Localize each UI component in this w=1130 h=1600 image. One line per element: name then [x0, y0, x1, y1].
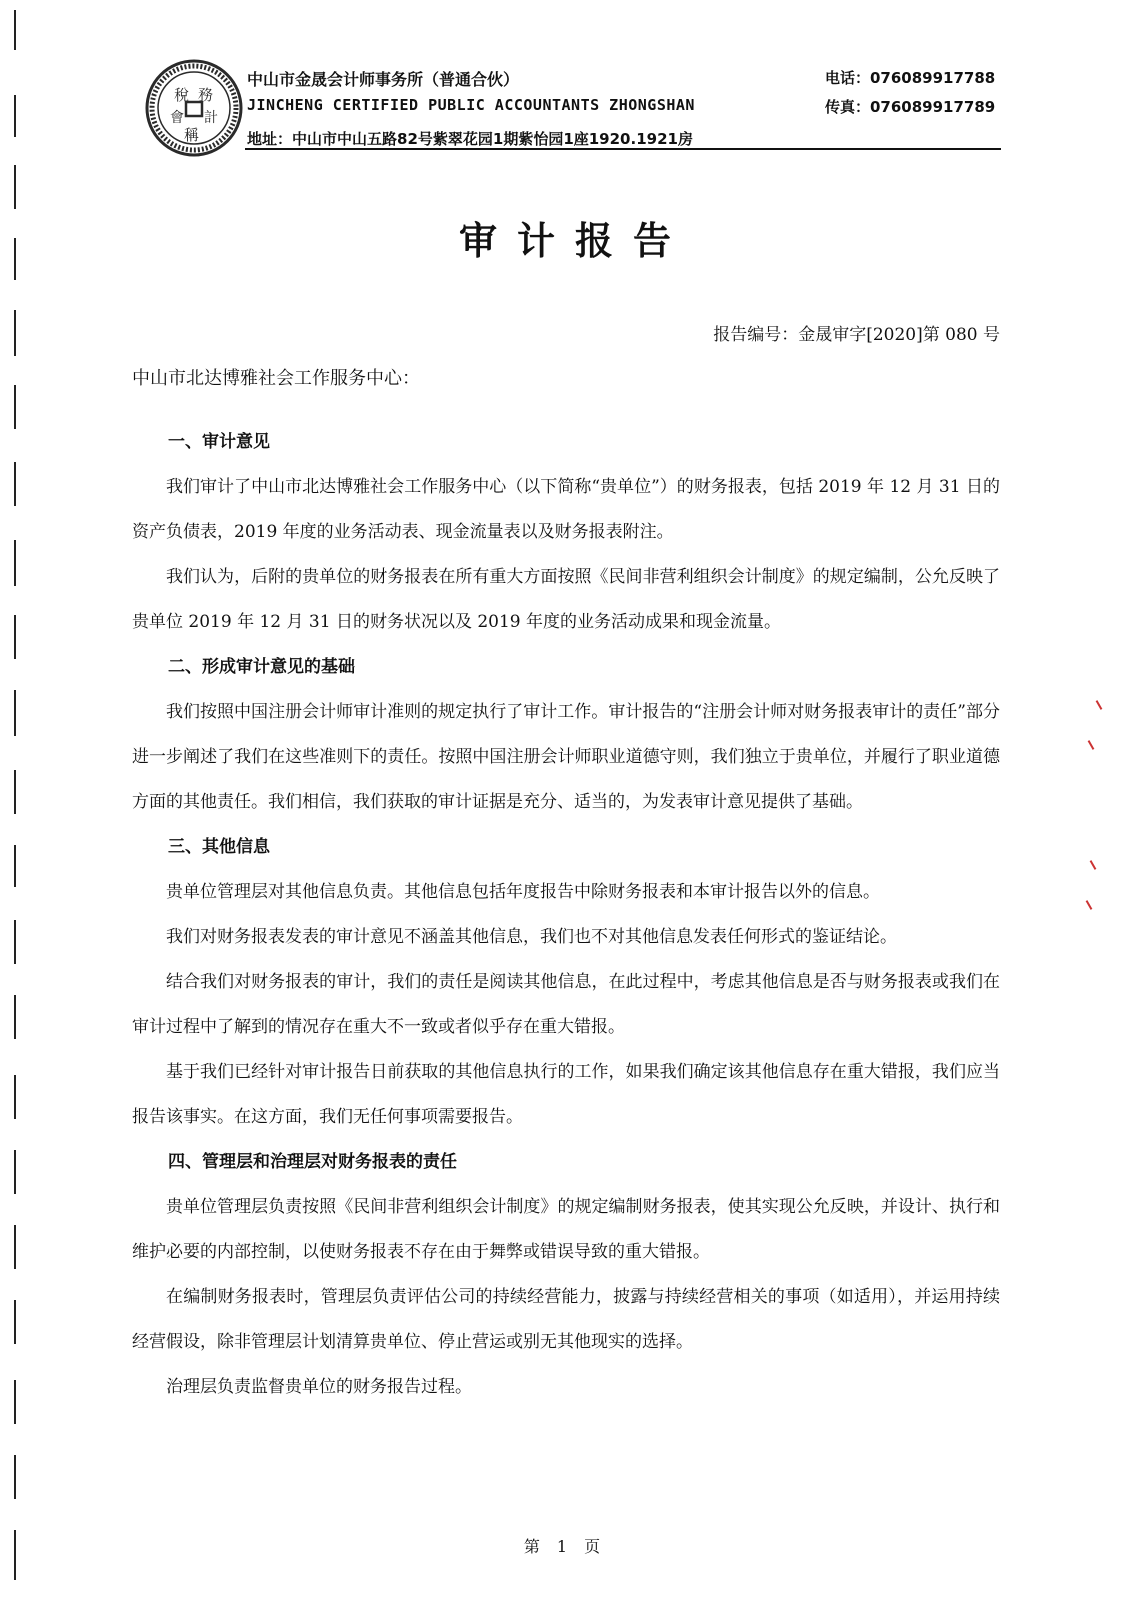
svg-text:務: 務 — [198, 86, 214, 104]
section-heading: 二、形成审计意见的基础 — [168, 657, 355, 677]
svg-text:計: 計 — [204, 110, 218, 126]
document-title: 审计报告 — [458, 219, 691, 263]
firm-fax: 传真：076089917789 — [825, 98, 996, 116]
firm-name-en: JINCHENG CERTIFIED PUBLIC ACCOUNTANTS ZHONGSHAN — [247, 96, 695, 114]
paragraph: 我们审计了中山市北达博雅社会工作服务中心（以下简称“贵单位”）的财务报表，包括 2019 年 12 月 31 日的资产负债表，2019 年度的业务活动表、现金流量表以及财务报表附注。 — [132, 477, 1000, 542]
addressee: 中山市北达博雅社会工作服务中心： — [132, 368, 420, 389]
header-rule — [245, 148, 1001, 150]
paragraph: 我们认为，后附的贵单位的财务报表在所有重大方面按照《民间非营利组织会计制度》的规定编制，公允反映了贵单位 2019 年 12 月 31 日的财务状况以及 2019 年度的业务活动成果和现金流量。 — [132, 567, 1000, 632]
paragraph: 在编制财务报表时，管理层负责评估公司的持续经营能力，披露与持续经营相关的事项（如适用），并运用持续经营假设，除非管理层计划清算贵单位、停止营运或别无其他现实的选择。 — [132, 1287, 1000, 1352]
firm-name-cn: 中山市金晟会计师事务所（普通合伙） — [247, 70, 520, 89]
paragraph: 贵单位管理层对其他信息负责。其他信息包括年度报告中除财务报表和本审计报告以外的信息。 — [166, 882, 880, 902]
page-number: 第 1 页 — [523, 1537, 607, 1556]
section-heading: 四、管理层和治理层对财务报表的责任 — [168, 1152, 457, 1172]
paragraph: 基于我们已经针对审计报告日前获取的其他信息执行的工作，如果我们确定该其他信息存在重大错报，我们应当报告该事实。在这方面，我们无任何事项需要报告。 — [132, 1062, 1000, 1127]
paragraph: 结合我们对财务报表的审计，我们的责任是阅读其他信息，在此过程中，考虑其他信息是否与财务报表或我们在审计过程中了解到的情况存在重大不一致或者似乎存在重大错报。 — [132, 972, 1000, 1037]
report-body — [132, 420, 1000, 1410]
firm-address: 地址：中山市中山五路82号紫翠花园1期紫怡园1座1920.1921房 — [247, 130, 693, 148]
paragraph: 治理层负责监督贵单位的财务报告过程。 — [166, 1377, 472, 1397]
section-heading: 一、审计意见 — [168, 432, 270, 452]
paragraph: 我们按照中国注册会计师审计准则的规定执行了审计工作。审计报告的“注册会计师对财务报表审计的责任”部分进一步阐述了我们在这些准则下的责任。按照中国注册会计师职业道德守则，我们独立于贵单位，并履行了职业道德方面的其他责任。我们相信，我们获取的审计证据是充分、适当的，为发表审计意见提供了基础。 — [132, 702, 1000, 812]
firm-seal-logo — [144, 58, 244, 158]
svg-text:會: 會 — [170, 110, 184, 126]
section-heading: 三、其他信息 — [168, 837, 270, 857]
paragraph: 我们对财务报表发表的审计意见不涵盖其他信息，我们也不对其他信息发表任何形式的鉴证结论。 — [166, 927, 897, 947]
report-number: 报告编号：金晟审字[2020]第 080 号 — [713, 325, 1000, 345]
firm-phone: 电话：076089917788 — [825, 69, 996, 87]
svg-text:稅: 稅 — [174, 86, 190, 104]
svg-text:稱: 稱 — [184, 126, 200, 144]
paragraph: 贵单位管理层负责按照《民间非营利组织会计制度》的规定编制财务报表，使其实现公允反映，并设计、执行和维护必要的内部控制，以使财务报表不存在由于舞弊或错误导致的重大错报。 — [132, 1197, 1000, 1262]
